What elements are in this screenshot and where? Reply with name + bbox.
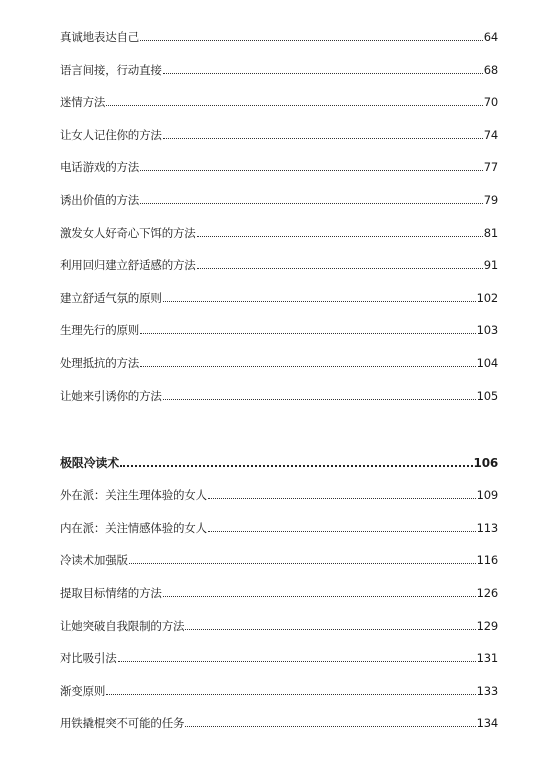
- toc-entry-page: 113: [476, 521, 498, 535]
- dot-leader: [197, 268, 483, 269]
- dot-leader: [140, 40, 483, 41]
- toc-entry-title: 生理先行的原则: [60, 323, 140, 337]
- dot-leader: [140, 366, 476, 367]
- toc-entry-page: 64: [483, 30, 498, 44]
- toc-entry[interactable]: [60, 220, 498, 240]
- toc-entry[interactable]: [60, 24, 498, 44]
- toc-entry-title: 让女人记住你的方法: [60, 128, 162, 142]
- toc-entry[interactable]: [60, 482, 498, 502]
- toc-entry-page: 91: [483, 258, 498, 272]
- toc-entry[interactable]: [60, 710, 498, 730]
- dot-leader: [185, 726, 475, 727]
- toc-entry-page: 105: [476, 389, 498, 403]
- dot-leader: [163, 138, 483, 139]
- toc-entry-page: 103: [476, 323, 498, 337]
- dot-leader: [140, 333, 476, 334]
- toc-entry-page: 134: [476, 716, 498, 730]
- toc-entry-page: 109: [476, 488, 498, 502]
- toc-entry[interactable]: [60, 252, 498, 272]
- dot-leader: [118, 661, 476, 662]
- toc-entry[interactable]: [60, 350, 498, 370]
- toc-entry-page: 70: [483, 95, 498, 109]
- toc-entry-page: 81: [483, 226, 498, 240]
- toc-entry-page: 77: [483, 160, 498, 174]
- toc-entry-page: 126: [476, 586, 498, 600]
- toc-entry[interactable]: [60, 154, 498, 174]
- toc-entry[interactable]: [60, 285, 498, 305]
- toc-entry-page: 74: [483, 128, 498, 142]
- toc-entry-title: 电话游戏的方法: [60, 160, 140, 174]
- toc-entry-page: 133: [476, 684, 498, 698]
- toc-entry-page: 79: [483, 193, 498, 207]
- toc-entry-title: 对比吸引法: [60, 651, 117, 665]
- toc-entry-title: 提取目标情绪的方法: [60, 586, 162, 600]
- toc-entry-title: 用铁撬棍突不可能的任务: [60, 716, 185, 730]
- toc-entry-title: 建立舒适气氛的原则: [60, 291, 162, 305]
- toc-entry-title: 内在派：关注情感体验的女人: [60, 521, 207, 535]
- toc-entry[interactable]: [60, 187, 498, 207]
- dot-leader: [106, 105, 483, 106]
- toc-entry-title: 让她来引诱你的方法: [60, 389, 162, 403]
- dot-leader: [208, 498, 476, 499]
- dot-leader: [120, 465, 473, 467]
- dot-leader: [106, 694, 475, 695]
- toc-entry-title: 外在派：关注生理体验的女人: [60, 488, 207, 502]
- toc-entry-page: 116: [476, 553, 498, 567]
- toc-heading-page: 106: [473, 456, 498, 470]
- toc-entry-page: 129: [476, 619, 498, 633]
- toc-entry[interactable]: [60, 547, 498, 567]
- toc-entry-title: 让她突破自我限制的方法: [60, 619, 185, 633]
- toc-entry[interactable]: [60, 515, 498, 535]
- toc-entry-title: 渐变原则: [60, 684, 106, 698]
- toc-entry-page: 68: [483, 63, 498, 77]
- toc-entry-page: 102: [476, 291, 498, 305]
- toc-entry[interactable]: [60, 317, 498, 337]
- toc-entry-title: 处理抵抗的方法: [60, 356, 140, 370]
- toc-entry[interactable]: [60, 580, 498, 600]
- toc-entry-title: 迷情方法: [60, 95, 106, 109]
- dot-leader: [197, 236, 483, 237]
- toc-entry-title: 利用回归建立舒适感的方法: [60, 258, 196, 272]
- dot-leader: [163, 73, 483, 74]
- dot-leader: [163, 301, 476, 302]
- dot-leader: [185, 629, 475, 630]
- toc-heading-title: 极限冷读术: [60, 456, 120, 470]
- dot-leader: [208, 531, 476, 532]
- toc-entry-title: 冷读术加强版: [60, 553, 128, 567]
- toc-entry[interactable]: [60, 122, 498, 142]
- dot-leader: [129, 563, 476, 564]
- toc-entry[interactable]: [60, 613, 498, 633]
- toc-entry[interactable]: [60, 57, 498, 77]
- dot-leader: [163, 596, 476, 597]
- toc-entry-page: 131: [476, 651, 498, 665]
- toc-entry[interactable]: [60, 89, 498, 109]
- toc-entry-title: 激发女人好奇心下饵的方法: [60, 226, 196, 240]
- toc-entry[interactable]: [60, 645, 498, 665]
- toc-section-heading[interactable]: [60, 450, 498, 470]
- toc-entry-page: 104: [476, 356, 498, 370]
- toc-entry[interactable]: [60, 383, 498, 403]
- toc-entry-title: 语言间接，行动直接: [60, 63, 162, 77]
- dot-leader: [140, 170, 483, 171]
- dot-leader: [163, 399, 476, 400]
- toc-entry[interactable]: [60, 678, 498, 698]
- toc-entry-title: 真诚地表达自己: [60, 30, 140, 44]
- toc-entry-title: 诱出价值的方法: [60, 193, 140, 207]
- dot-leader: [140, 203, 483, 204]
